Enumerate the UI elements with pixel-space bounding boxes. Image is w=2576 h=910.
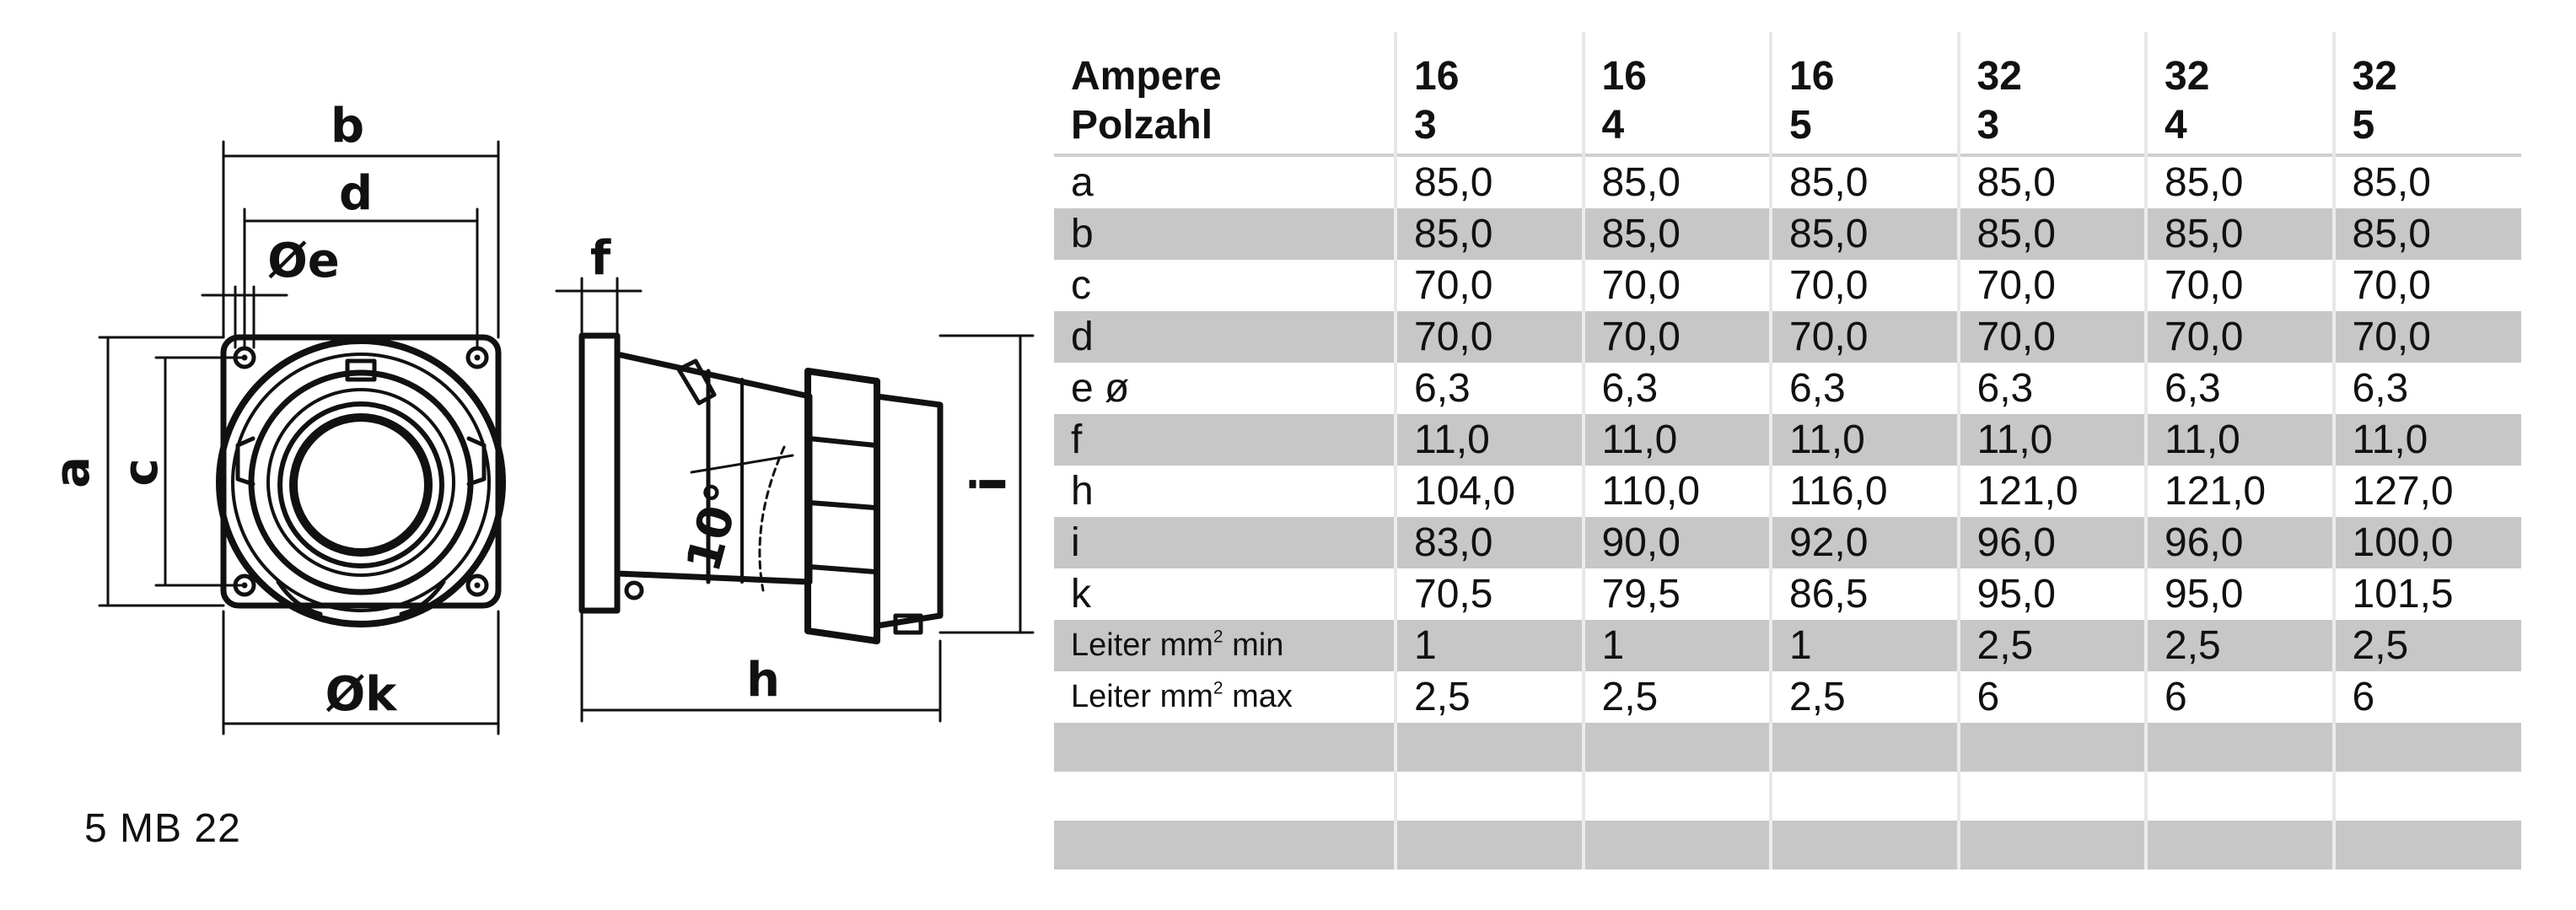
table-cell: 1	[1584, 620, 1772, 671]
table-cell: 116,0	[1771, 466, 1959, 517]
empty-cell	[2334, 821, 2522, 870]
table-cell: 85,0	[2334, 208, 2522, 260]
column-header	[2334, 32, 2522, 155]
column-ampere: 32	[2165, 54, 2210, 99]
table-cell: 2,5	[1959, 620, 2147, 671]
table-cell: 121,0	[2146, 466, 2334, 517]
table-cell: 85,0	[1771, 155, 1959, 208]
table-cell: 85,0	[1959, 155, 2147, 208]
row-label-suffix: min	[1223, 627, 1284, 663]
empty-cell	[1959, 723, 2147, 772]
table-cell: 70,0	[1396, 260, 1584, 311]
empty-cell	[2146, 723, 2334, 772]
row-label: c	[1071, 263, 1091, 308]
table-cell: 2,5	[1396, 671, 1584, 723]
angle-label: 10°	[676, 477, 753, 578]
table-cell: 70,0	[1584, 260, 1772, 311]
empty-cell	[1959, 772, 2147, 821]
table-cell: 70,0	[1396, 311, 1584, 363]
table-cell: 70,0	[2334, 260, 2522, 311]
empty-cell	[1054, 772, 1396, 821]
table-cell: 79,5	[1584, 568, 1772, 620]
empty-cell	[1771, 772, 1959, 821]
dim-label-k: Øk	[325, 667, 397, 722]
empty-cell	[1396, 821, 1584, 870]
dim-label-b: b	[330, 99, 365, 153]
table-cell: 96,0	[2146, 517, 2334, 568]
table-cell: 85,0	[1396, 208, 1584, 260]
dim-label-d: d	[338, 166, 374, 221]
side-view	[557, 278, 1033, 721]
empty-cell	[1396, 772, 1584, 821]
row-label: e ø	[1071, 366, 1130, 411]
empty-cell	[1584, 821, 1772, 870]
row-label	[1054, 671, 1396, 723]
table-cell: 6,3	[1584, 363, 1772, 414]
table-cell: 70,0	[1771, 311, 1959, 363]
table-cell: 6,3	[1771, 363, 1959, 414]
row-label	[1054, 620, 1396, 671]
table-cell: 6,3	[1959, 363, 2147, 414]
table-row	[1054, 620, 2521, 671]
table-cell: 121,0	[1959, 466, 2147, 517]
table-cell: 85,0	[1584, 208, 1772, 260]
empty-cell	[2334, 772, 2522, 821]
column-header	[1584, 32, 1772, 155]
table-cell: 6	[2334, 671, 2522, 723]
table-cell: 85,0	[2334, 155, 2522, 208]
dim-label-i: i	[962, 476, 1017, 493]
table-cell: 92,0	[1771, 517, 1959, 568]
row-label-superscript: 2	[1213, 678, 1223, 698]
empty-cell	[1584, 772, 1772, 821]
column-poles: 5	[2352, 103, 2375, 148]
table-row	[1054, 155, 2521, 208]
table-cell: 11,0	[1771, 414, 1959, 466]
table-cell: 6,3	[2334, 363, 2522, 414]
table-cell: 86,5	[1771, 568, 1959, 620]
spec-table	[1054, 32, 2521, 870]
column-header	[1396, 32, 1584, 155]
column-ampere: 16	[1601, 54, 1647, 99]
table-cell: 2,5	[2146, 620, 2334, 671]
column-poles: 3	[1414, 103, 1437, 148]
row-label: d	[1054, 311, 1396, 363]
empty-row	[1054, 821, 2521, 870]
table-cell: 70,0	[1771, 260, 1959, 311]
table-cell: 1	[1771, 620, 1959, 671]
table-row	[1054, 260, 2521, 311]
row-label-text: Leiter mm	[1071, 679, 1213, 714]
column-header	[1771, 32, 1959, 155]
table-cell: 70,0	[2334, 311, 2522, 363]
dim-label-e: Øe	[267, 234, 340, 288]
dim-label-f: f	[589, 231, 611, 286]
table-cell: 100,0	[2334, 517, 2522, 568]
table-cell: 95,0	[2146, 568, 2334, 620]
table-cell: 85,0	[1584, 155, 1772, 208]
table-cell: 70,0	[2146, 260, 2334, 311]
table-cell: 70,0	[2146, 311, 2334, 363]
table-cell: 1	[1396, 620, 1584, 671]
table-cell: 11,0	[1396, 414, 1584, 466]
column-ampere: 32	[2352, 54, 2397, 99]
table-row	[1054, 414, 2521, 466]
empty-cell	[2146, 821, 2334, 870]
table-cell: 85,0	[2146, 208, 2334, 260]
table-cell: 70,0	[1959, 311, 2147, 363]
column-ampere: 32	[1976, 54, 2022, 99]
row-label: f	[1054, 414, 1396, 466]
row-label: b	[1054, 208, 1396, 260]
table-cell: 110,0	[1584, 466, 1772, 517]
table-cell: 11,0	[2146, 414, 2334, 466]
empty-cell	[1396, 723, 1584, 772]
column-header	[1959, 32, 2147, 155]
table-row	[1054, 311, 2521, 363]
row-label-superscript: 2	[1213, 627, 1223, 647]
table-row	[1054, 568, 2521, 620]
technical-drawing	[0, 0, 1054, 910]
empty-cell	[1584, 723, 1772, 772]
empty-cell	[2146, 772, 2334, 821]
table-cell: 11,0	[1584, 414, 1772, 466]
table-cell: 101,5	[2334, 568, 2522, 620]
table-cell: 2,5	[1771, 671, 1959, 723]
column-ampere: 16	[1789, 54, 1835, 99]
column-poles: 4	[1601, 103, 1625, 148]
table-cell: 6,3	[1396, 363, 1584, 414]
empty-cell	[1054, 723, 1396, 772]
dim-label-h: h	[746, 653, 780, 708]
table-cell: 85,0	[1959, 208, 2147, 260]
column-poles: 3	[1976, 103, 2000, 148]
table-header-row	[1054, 32, 2521, 155]
table-row	[1054, 208, 2521, 260]
table-cell: 11,0	[1959, 414, 2147, 466]
table-cell: 2,5	[2334, 620, 2522, 671]
header-ampere-label: Ampere	[1071, 54, 1222, 99]
empty-cell	[1959, 821, 2147, 870]
table-cell: 2,5	[1584, 671, 1772, 723]
empty-cell	[1771, 821, 1959, 870]
column-ampere: 16	[1414, 54, 1460, 99]
header-label-cell	[1054, 32, 1396, 155]
table-cell: 6	[2146, 671, 2334, 723]
empty-cell	[1054, 821, 1396, 870]
row-label-suffix: max	[1223, 679, 1293, 714]
table-cell: 6	[1959, 671, 2147, 723]
row-label: i	[1054, 517, 1396, 568]
table-cell: 96,0	[1959, 517, 2147, 568]
table-cell: 70,5	[1396, 568, 1584, 620]
table-row	[1054, 466, 2521, 517]
front-view	[99, 142, 503, 734]
table-cell: 6,3	[2146, 363, 2334, 414]
row-label: h	[1071, 469, 1094, 514]
table-row	[1054, 671, 2521, 723]
table-cell: 83,0	[1396, 517, 1584, 568]
empty-cell	[2334, 723, 2522, 772]
table-cell: 95,0	[1959, 568, 2147, 620]
table-cell: 127,0	[2334, 466, 2522, 517]
model-code: 5 MB 22	[84, 806, 241, 851]
table-row	[1054, 363, 2521, 414]
table-cell: 104,0	[1396, 466, 1584, 517]
column-poles: 5	[1789, 103, 1812, 148]
row-label: a	[1071, 160, 1094, 205]
table-cell: 85,0	[1396, 155, 1584, 208]
dim-label-a: a	[46, 456, 100, 488]
row-label-text: Leiter mm	[1071, 627, 1213, 663]
empty-cell	[1771, 723, 1959, 772]
column-poles: 4	[2165, 103, 2187, 148]
empty-row	[1054, 723, 2521, 772]
table-row	[1054, 517, 2521, 568]
table-cell: 11,0	[2334, 414, 2522, 466]
column-header	[2146, 32, 2334, 155]
table-cell: 85,0	[2146, 155, 2334, 208]
table-cell: 90,0	[1584, 517, 1772, 568]
table-cell: 85,0	[1771, 208, 1959, 260]
dim-label-c: c	[114, 458, 169, 487]
row-label: k	[1071, 572, 1091, 617]
header-poles-label: Polzahl	[1071, 103, 1213, 148]
table-cell: 70,0	[1959, 260, 2147, 311]
table-cell: 70,0	[1584, 311, 1772, 363]
empty-row	[1054, 772, 2521, 821]
